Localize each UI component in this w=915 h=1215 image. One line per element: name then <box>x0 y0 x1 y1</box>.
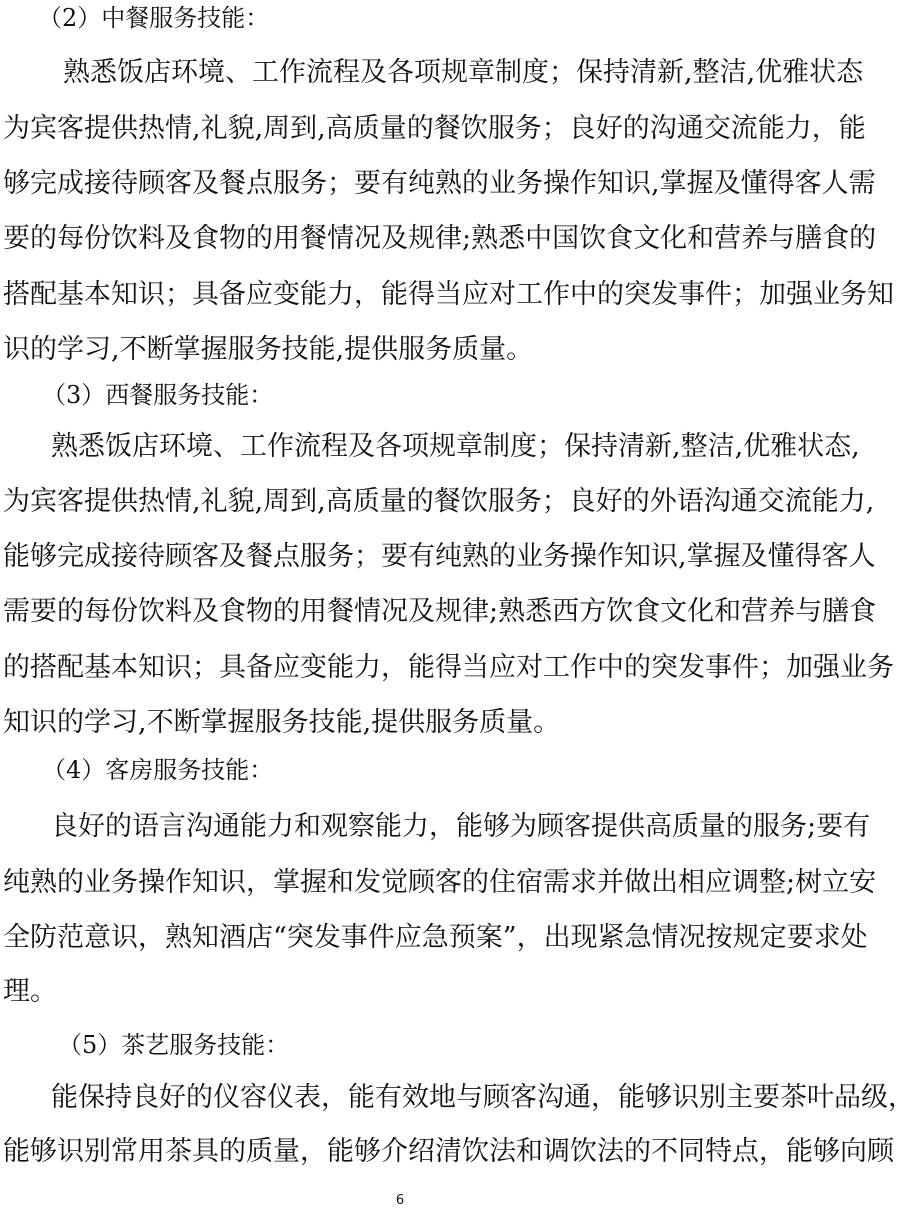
paragraph-line: 理。 <box>3 976 57 1007</box>
paragraph-line: 知识的学习,不断掌握服务技能,提供服务质量。 <box>3 707 561 738</box>
paragraph-line: 的搭配基本知识；具备应变能力，能得当应对工作中的突发事件；加强业务 <box>3 652 894 683</box>
section-heading: （2）中餐服务技能： <box>38 4 270 32</box>
section-heading: （3）西餐服务技能： <box>42 381 274 409</box>
paragraph-line: 熟悉饭店环境、工作流程及各项规章制度；保持清新,整洁,优雅状态 <box>63 57 864 88</box>
paragraph-line: 要的每份饮料及食物的用餐情况及规律;熟悉中国饮食文化和营养与膳食的 <box>3 223 877 254</box>
paragraph-line: 能保持良好的仪容仪表，能有效地与顾客沟通，能够识别主要茶叶品级， <box>51 1082 915 1113</box>
page-number: 6 <box>395 1193 405 1208</box>
paragraph-line: 为宾客提供热情,礼貌,周到,高质量的餐饮服务；良好的沟通交流能力，能 <box>3 113 866 144</box>
section-heading: （5）茶艺服务技能： <box>58 1031 290 1059</box>
paragraph-line: 能够识别常用茶具的质量，能够介绍清饮法和调饮法的不同特点，能够向顾 <box>3 1136 894 1167</box>
paragraph-line: 够完成接待顾客及餐点服务；要有纯熟的业务操作知识,掌握及懂得客人需 <box>3 168 876 199</box>
paragraph-line: 良好的语言沟通能力和观察能力，能够为顾客提供高质量的服务;要有 <box>51 811 871 842</box>
paragraph-line: 需要的每份饮料及食物的用餐情况及规律;熟悉西方饮食文化和营养与膳食 <box>3 596 877 627</box>
paragraph-line: 识的学习,不断掌握服务技能,提供服务质量。 <box>3 334 534 365</box>
section-heading: （4）客房服务技能： <box>42 756 274 784</box>
paragraph-line: 搭配基本知识；具备应变能力，能得当应对工作中的突发事件；加强业务知 <box>3 279 894 310</box>
paragraph-line: 纯熟的业务操作知识，掌握和发觉顾客的住宿需求并做出相应调整;树立安 <box>3 867 877 898</box>
paragraph-line: 能够完成接待顾客及餐点服务；要有纯熟的业务操作知识,掌握及懂得客人 <box>3 541 876 572</box>
paragraph-line: 为宾客提供热情,礼貌,周到,高质量的餐饮服务；良好的外语沟通交流能力, <box>3 486 875 517</box>
paragraph-line: 熟悉饭店环境、工作流程及各项规章制度；保持清新,整洁,优雅状态, <box>51 431 860 462</box>
paragraph-line: 全防范意识，熟知酒店“突发事件应急预案”，出现紧急情况按规定要求处 <box>3 922 868 953</box>
